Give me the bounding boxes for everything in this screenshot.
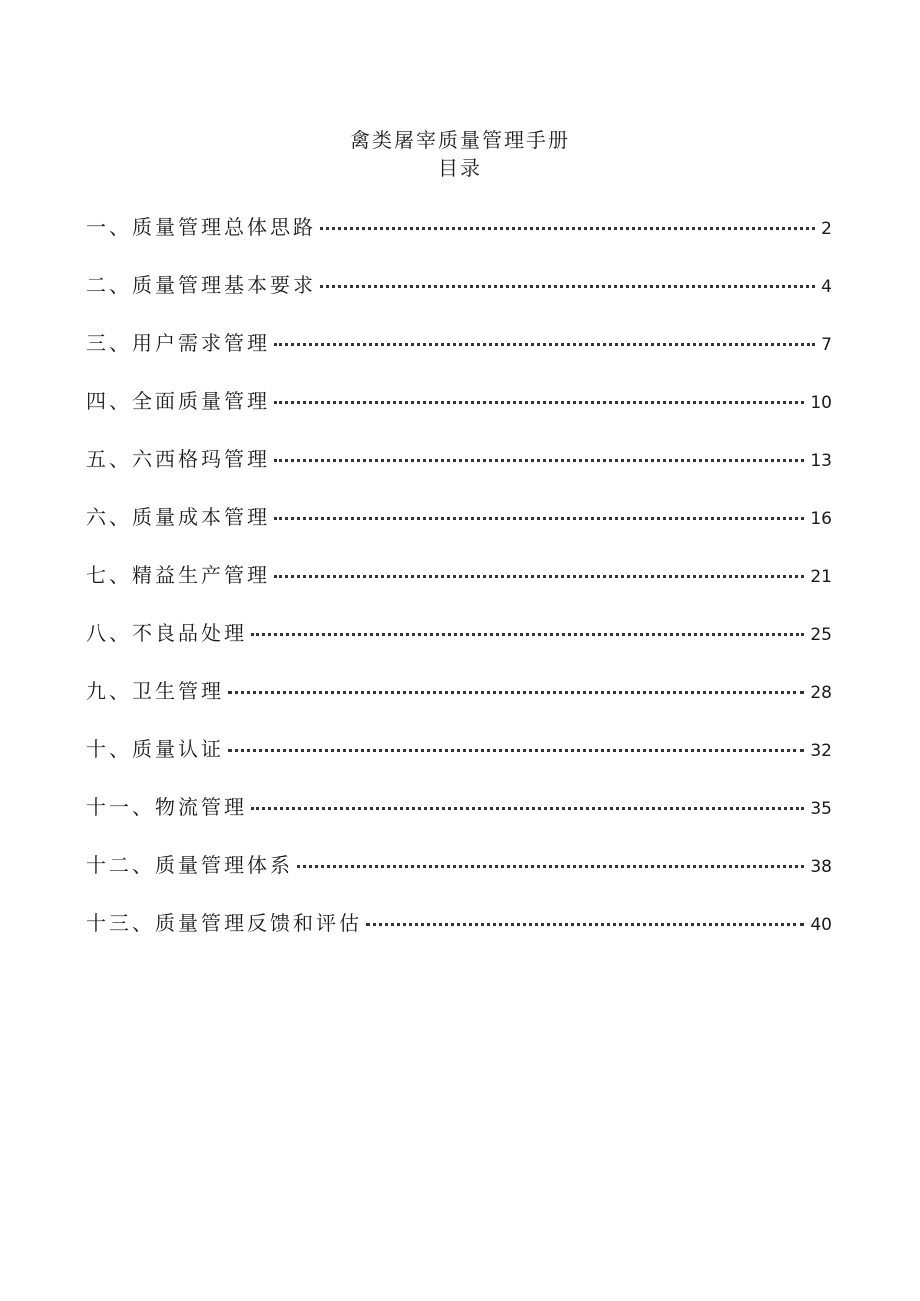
toc-entry-page: 35: [810, 799, 832, 819]
toc-entry[interactable]: [86, 674, 832, 732]
toc-entry-title: 十二、质量管理体系: [86, 853, 293, 877]
toc-entry[interactable]: [86, 848, 832, 906]
toc-entry-title: 十一、物流管理: [86, 795, 247, 819]
toc-entry-title: 十、质量认证: [86, 737, 224, 761]
toc-entry-page: 25: [810, 625, 832, 645]
dot-leader: [228, 749, 804, 752]
toc-entry[interactable]: [86, 790, 832, 848]
dot-leader: [366, 923, 804, 926]
dot-leader: [251, 633, 804, 636]
toc-entry-title: 五、六西格玛管理: [86, 447, 270, 471]
toc-entry-title: 二、质量管理基本要求: [86, 273, 316, 297]
toc-entry-page: 21: [810, 567, 832, 587]
toc-entry[interactable]: [86, 384, 832, 442]
toc-entry-title: 一、质量管理总体思路: [86, 215, 316, 239]
dot-leader: [274, 459, 804, 462]
document-title: 禽类屠宰质量管理手册: [350, 128, 570, 152]
dot-leader: [274, 517, 804, 520]
toc-entry[interactable]: [86, 906, 832, 964]
toc-entry-page: 2: [821, 219, 832, 239]
dot-leader: [320, 285, 815, 288]
dot-leader: [274, 343, 815, 346]
toc-entry-title: 八、不良品处理: [86, 621, 247, 645]
toc-entry-page: 16: [810, 509, 832, 529]
toc-entry-title: 七、精益生产管理: [86, 563, 270, 587]
toc-entry[interactable]: [86, 210, 832, 268]
dot-leader: [297, 865, 804, 868]
toc-heading: 目录: [438, 156, 482, 180]
dot-leader: [274, 401, 804, 404]
toc-entry[interactable]: [86, 268, 832, 326]
toc-entry-title: 十三、质量管理反馈和评估: [86, 911, 362, 935]
toc-entry[interactable]: [86, 732, 832, 790]
toc-entry-page: 38: [810, 857, 832, 877]
toc-entry-title: 六、质量成本管理: [86, 505, 270, 529]
toc-entry-page: 40: [810, 915, 832, 935]
toc-entry-title: 四、全面质量管理: [86, 389, 270, 413]
toc-entry[interactable]: [86, 500, 832, 558]
dot-leader: [274, 575, 804, 578]
toc-entry-page: 10: [810, 393, 832, 413]
toc-entry-page: 13: [810, 451, 832, 471]
toc-entry[interactable]: [86, 326, 832, 384]
toc-entry-title: 三、用户需求管理: [86, 331, 270, 355]
dot-leader: [228, 691, 804, 694]
toc-entry-page: 4: [821, 277, 832, 297]
toc-entry-page: 28: [810, 683, 832, 703]
dot-leader: [251, 807, 804, 810]
toc-entry[interactable]: [86, 558, 832, 616]
toc-entry[interactable]: [86, 442, 832, 500]
toc-entry-page: 32: [810, 741, 832, 761]
table-of-contents: [86, 210, 832, 964]
toc-entry-title: 九、卫生管理: [86, 679, 224, 703]
dot-leader: [320, 227, 815, 230]
toc-entry[interactable]: [86, 616, 832, 674]
toc-entry-page: 7: [821, 335, 832, 355]
